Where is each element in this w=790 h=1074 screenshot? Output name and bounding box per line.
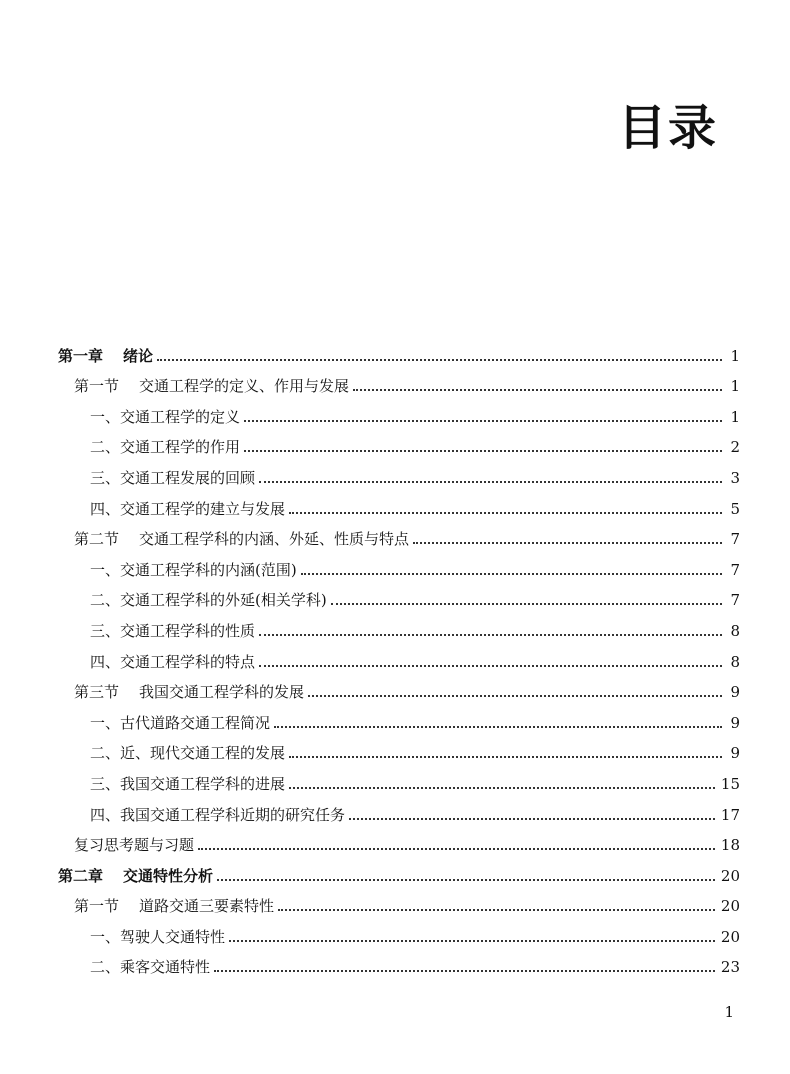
toc-entry-label: 第二节 bbox=[74, 530, 120, 549]
toc-entry-page: 1 bbox=[730, 346, 740, 365]
toc-entry[interactable] bbox=[58, 830, 740, 861]
toc-entry-title: 三、我国交通工程学科的进展 bbox=[90, 774, 286, 793]
toc-entry-title: 交通工程学的定义、作用与发展 bbox=[139, 377, 350, 396]
toc-leader-dots bbox=[331, 603, 722, 605]
toc-entry-page: 3 bbox=[730, 468, 740, 487]
toc-entry-page: 8 bbox=[730, 652, 740, 671]
toc-entry[interactable] bbox=[58, 952, 740, 983]
toc-entry-page: 15 bbox=[720, 774, 740, 793]
toc-entry[interactable] bbox=[58, 524, 740, 555]
toc-entry-page: 17 bbox=[720, 805, 740, 824]
toc-entry-label: 第一节 bbox=[74, 377, 120, 396]
toc-entry[interactable] bbox=[58, 554, 740, 585]
toc-entry[interactable] bbox=[58, 371, 740, 402]
toc-entry-page: 20 bbox=[720, 897, 740, 916]
toc-leader-dots bbox=[278, 909, 715, 911]
toc-leader-dots bbox=[244, 420, 722, 422]
toc-leader-dots bbox=[274, 726, 722, 728]
toc-leader-dots bbox=[259, 634, 722, 636]
toc-leader-dots bbox=[244, 450, 722, 452]
toc-entry-title: 一、交通工程学的定义 bbox=[90, 407, 241, 426]
toc-leader-dots bbox=[289, 787, 715, 789]
toc-entry[interactable] bbox=[58, 921, 740, 952]
toc-leader-dots bbox=[259, 481, 722, 483]
toc-entry[interactable] bbox=[58, 493, 740, 524]
toc-entry-page: 7 bbox=[730, 560, 740, 579]
toc-entry-title: 道路交通三要素特性 bbox=[139, 897, 275, 916]
toc-leader-dots bbox=[289, 756, 722, 758]
toc-entry-page: 1 bbox=[730, 377, 740, 396]
toc-entry-page: 7 bbox=[730, 530, 740, 549]
toc-entry[interactable] bbox=[58, 585, 740, 616]
toc-leader-dots bbox=[157, 359, 722, 361]
toc-entry-label: 第一节 bbox=[74, 897, 120, 916]
toc-entry-title: 四、交通工程学科的特点 bbox=[90, 652, 256, 671]
toc-entry-page: 1 bbox=[730, 407, 740, 426]
toc-entry-label: 第三节 bbox=[74, 683, 120, 702]
toc-entry-page: 18 bbox=[720, 836, 740, 855]
page-number: 1 bbox=[724, 1003, 734, 1021]
toc-entry-title: 三、交通工程发展的回顾 bbox=[90, 468, 256, 487]
toc-entry-page: 9 bbox=[730, 744, 740, 763]
toc-leader-dots bbox=[353, 389, 722, 391]
toc-entry[interactable] bbox=[58, 432, 740, 463]
toc-entry-title: 交通特性分析 bbox=[123, 866, 214, 885]
toc-leader-dots bbox=[349, 818, 715, 820]
toc-entry[interactable] bbox=[58, 860, 740, 891]
toc-entry-title: 一、古代道路交通工程简况 bbox=[90, 713, 271, 732]
toc-entry-title: 二、交通工程学的作用 bbox=[90, 438, 241, 457]
toc-entry-title: 复习思考题与习题 bbox=[74, 836, 195, 855]
toc-leader-dots bbox=[217, 879, 715, 881]
toc-entry-title: 我国交通工程学科的发展 bbox=[139, 683, 305, 702]
toc-entry-title: 二、交通工程学科的外延(相关学科) bbox=[90, 591, 327, 610]
toc-entry-page: 9 bbox=[730, 713, 740, 732]
page-title: 目录 bbox=[617, 100, 718, 156]
toc-entry[interactable] bbox=[58, 401, 740, 432]
toc-entry-page: 5 bbox=[730, 499, 740, 518]
toc-entry-title: 交通工程学科的内涵、外延、性质与特点 bbox=[139, 530, 410, 549]
toc-entry[interactable] bbox=[58, 646, 740, 677]
toc-entry-title: 一、驾驶人交通特性 bbox=[90, 927, 226, 946]
toc-entry-title: 四、交通工程学的建立与发展 bbox=[90, 499, 286, 518]
toc-entry-page: 20 bbox=[720, 927, 740, 946]
toc-entry[interactable] bbox=[58, 677, 740, 708]
toc-entry-page: 8 bbox=[730, 621, 740, 640]
toc-entry[interactable] bbox=[58, 340, 740, 371]
toc-leader-dots bbox=[198, 848, 715, 850]
toc-entry-title: 四、我国交通工程学科近期的研究任务 bbox=[90, 805, 346, 824]
toc-entry-page: 2 bbox=[730, 438, 740, 457]
toc-entry-page: 7 bbox=[730, 591, 740, 610]
toc-entry[interactable] bbox=[58, 615, 740, 646]
toc-leader-dots bbox=[259, 665, 722, 667]
toc-entry-title: 二、乘客交通特性 bbox=[90, 958, 211, 977]
table-of-contents bbox=[58, 340, 740, 982]
toc-entry-page: 23 bbox=[720, 958, 740, 977]
toc-entry-title: 三、交通工程学科的性质 bbox=[90, 621, 256, 640]
toc-entry-title: 二、近、现代交通工程的发展 bbox=[90, 744, 286, 763]
toc-entry[interactable] bbox=[58, 799, 740, 830]
toc-leader-dots bbox=[301, 573, 722, 575]
toc-entry-page: 20 bbox=[720, 866, 740, 885]
toc-entry[interactable] bbox=[58, 707, 740, 738]
toc-entry-title: 绪论 bbox=[123, 346, 154, 365]
toc-entry-label: 第二章 bbox=[58, 866, 104, 885]
toc-entry-page: 9 bbox=[730, 683, 740, 702]
toc-leader-dots bbox=[289, 512, 722, 514]
toc-leader-dots bbox=[229, 940, 715, 942]
toc-entry-label: 第一章 bbox=[58, 346, 104, 365]
toc-leader-dots bbox=[214, 970, 715, 972]
toc-entry-title: 一、交通工程学科的内涵(范围) bbox=[90, 560, 297, 579]
toc-entry[interactable] bbox=[58, 891, 740, 922]
toc-entry[interactable] bbox=[58, 738, 740, 769]
toc-entry[interactable] bbox=[58, 768, 740, 799]
toc-leader-dots bbox=[308, 695, 722, 697]
toc-leader-dots bbox=[413, 542, 722, 544]
toc-entry[interactable] bbox=[58, 462, 740, 493]
